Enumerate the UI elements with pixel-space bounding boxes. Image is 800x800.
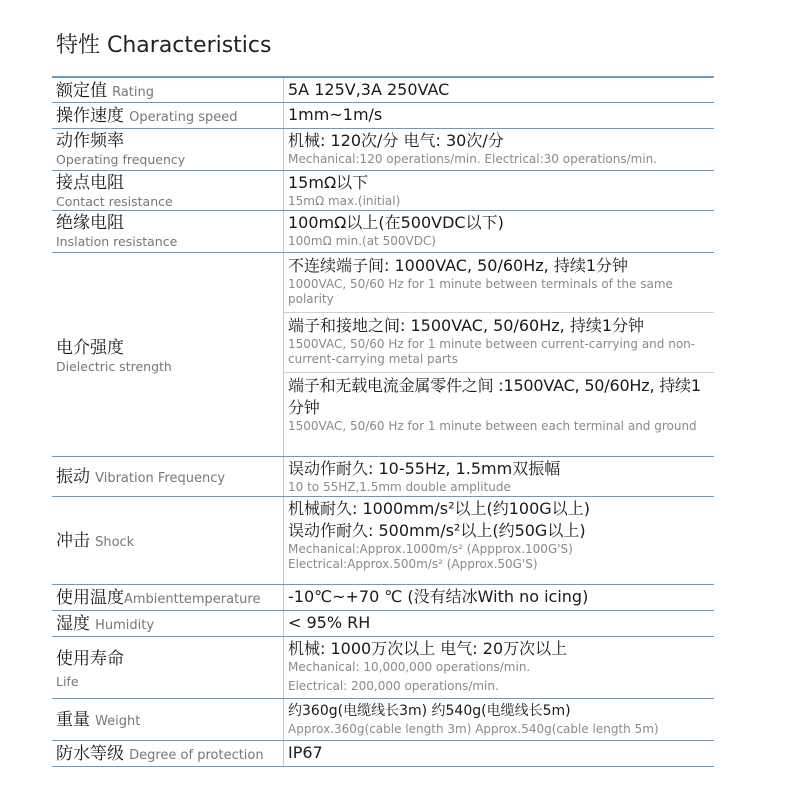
value-main: 不连续端子间: 1000VAC, 50/60Hz, 持续1分钟 [288,256,629,275]
label-cn: 动作频率 [56,131,124,151]
value-main: 端子和无载电流金属零件之间 :1500VAC, 50/60Hz, 持续1分钟 [288,376,701,417]
label-cn: 电介强度 [56,337,124,358]
value-main: 100mΩ以上(在500VDC以下) [288,213,504,232]
row-value [284,585,714,610]
value-sub: 1500VAC, 50/60 Hz for 1 minute between each terminal and ground [288,419,697,433]
value-main: 机械耐久: 1000mm/s²以上(约100G以上) [288,499,590,518]
row-label [52,699,284,740]
value-main: 1mm~1m/s [288,105,383,124]
table-row [52,211,714,253]
label-cn: 振动 [56,467,90,487]
table-row [52,497,714,585]
row-label [52,171,284,210]
label-cn: 冲击 [56,531,90,551]
table-row [52,253,714,457]
value-main: 15mΩ以下 [288,173,369,192]
value-main: 5A 125V,3A 250VAC [288,80,450,99]
table-row [52,741,714,767]
table-row [52,171,714,211]
row-label [52,211,284,252]
value-sub: 1000VAC, 50/60 Hz for 1 minute between terminals of the same polarity [288,277,673,306]
row-value [284,741,714,766]
table-row [52,457,714,497]
label-en: Vibration Frequency [95,471,226,486]
label-cn: 接点电阻 [56,173,124,193]
row-value [284,457,714,496]
label-en: Inslation resistance [56,234,178,249]
row-value [284,253,714,456]
row-label [52,78,284,102]
value-sub: Electrical:Approx.500m/s² (Approx.50G'S) [288,557,538,571]
dielectric-sub-row [284,313,714,373]
dielectric-sub-row [284,253,714,313]
row-value [284,211,714,252]
label-en: Dielectric strength [56,358,172,374]
value-sub: Approx.360g(cable length 3m) Approx.540g(cable length 5m) [288,722,659,736]
row-value [284,497,714,584]
row-label [52,497,284,584]
page-title: 特性 Characteristics [56,33,272,58]
row-label [52,457,284,496]
table-row [52,103,714,129]
row-label [52,585,284,610]
label-cn: 重量 [56,710,90,730]
label-en: Operating speed [129,110,238,125]
label-en: Contact resistance [56,194,173,209]
dielectric-sub-row [284,373,714,455]
value-main: IP67 [288,743,323,762]
value-main: -10℃~+70 ℃ (没有结冰With no icing) [288,587,589,606]
row-label [52,637,284,698]
value-main: 约360g(电缆线长3m) 约540g(电缆线长5m) [288,703,571,719]
label-en: Rating [112,84,155,100]
value-sub: Mechanical: 10,000,000 operations/min. [288,660,531,674]
value-sub: 15mΩ max.(initial) [288,194,401,208]
value-main: 误动作耐久: 10-55Hz, 1.5mm双振幅 [288,459,561,478]
label-en: Degree of protection [129,748,264,763]
row-label [52,253,284,456]
row-label [52,129,284,170]
row-value [284,129,714,170]
row-value [284,103,714,128]
label-en: Shock [95,535,135,550]
value-main: 误动作耐久: 500mm/s²以上(约50G以上) [288,521,586,540]
table-row [52,585,714,611]
label-en: Weight [95,714,141,729]
value-sub: Mechanical:120 operations/min. Electrical:30 operations/min. [288,152,658,166]
table-row [52,611,714,637]
table-row [52,699,714,741]
value-main: < 95% RH [288,613,371,632]
label-en: Humidity [95,618,155,633]
value-main: 端子和接地之间: 1500VAC, 50/60Hz, 持续1分钟 [288,316,645,335]
row-value [284,171,714,210]
value-main: 机械: 1000万次以上 电气: 20万次以上 [288,639,568,658]
row-label [52,741,284,766]
row-value [284,699,714,740]
row-value [284,637,714,698]
characteristics-table [52,76,714,767]
value-sub: 10 to 55HZ,1.5mm double amplitude [288,480,511,494]
label-cn: 使用温度 [56,588,124,608]
label-cn: 湿度 [56,614,90,634]
label-cn: 操作速度 [56,106,124,126]
label-cn: 防水等级 [56,744,124,764]
value-sub: Electrical: 200,000 operations/min. [288,679,499,693]
value-sub: 1500VAC, 50/60 Hz for 1 minute between current-carrying and non-current-carrying metal parts [288,337,696,366]
label-cn: 使用寿命 [56,648,124,669]
label-en: Operating frequency [56,152,186,167]
row-label [52,103,284,128]
value-sub: 100mΩ min.(at 500VDC) [288,234,436,248]
table-row [52,637,714,699]
row-value [284,78,714,102]
label-cn: 额定值 [56,80,107,101]
table-row [52,76,714,103]
value-main: 机械: 120次/分 电气: 30次/分 [288,131,504,150]
label-cn: 绝缘电阻 [56,213,124,233]
value-sub: Mechanical:Approx.1000m/s² (Appprox.100G'S) [288,542,573,556]
label-en: Life [56,673,79,689]
row-label [52,611,284,636]
label-en: Ambienttemperature [124,592,261,607]
table-row [52,129,714,171]
row-value [284,611,714,636]
